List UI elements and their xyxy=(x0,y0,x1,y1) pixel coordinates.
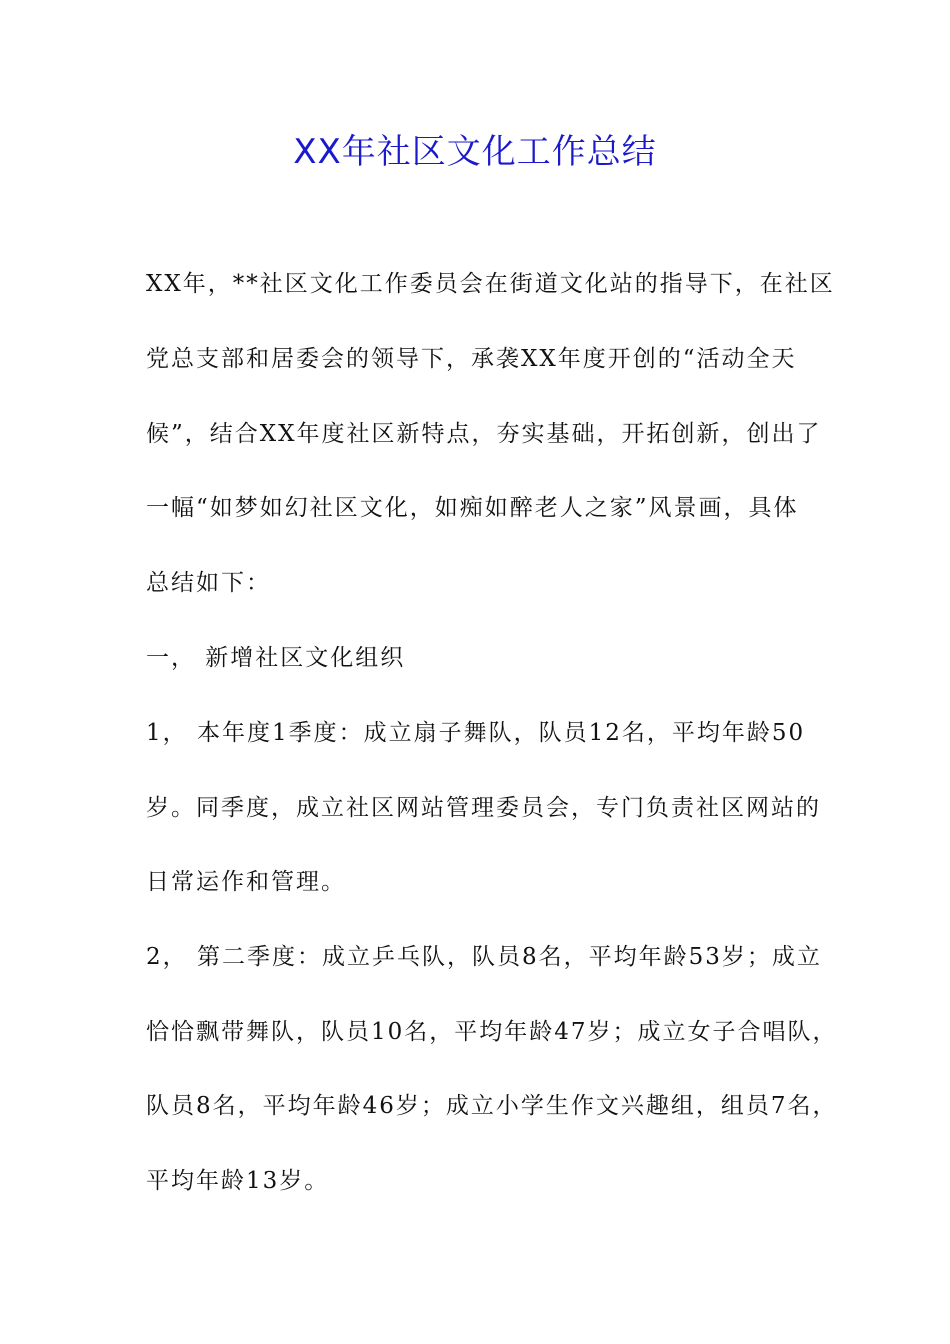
section-heading: 一， 新增社区文化组织 xyxy=(146,645,406,671)
paragraph-line: 候”，结合XX年度社区新特点，夯实基础，开拓创新，创出了 xyxy=(146,421,822,447)
list-item-line: 平均年龄13岁。 xyxy=(146,1168,330,1194)
document-title: XX年社区文化工作总结 xyxy=(293,132,657,172)
paragraph-line: 总结如下： xyxy=(146,570,271,596)
list-item-line: 日常运作和管理。 xyxy=(146,869,346,895)
list-item-line: 恰恰飘带舞队，队员10名，平均年龄47岁；成立女子合唱队， xyxy=(146,1019,838,1045)
paragraph-line: 一幅“如梦如幻社区文化，如痴如醉老人之家”风景画，具体 xyxy=(146,495,799,521)
list-item-line: 2， 第二季度：成立乒乓队，队员8名，平均年龄53岁；成立 xyxy=(146,944,822,970)
paragraph-line: XX年，**社区文化工作委员会在街道文化站的指导下，在社区 xyxy=(146,271,835,297)
paragraph-line: 党总支部和居委会的领导下，承袭XX年度开创的“活动全天 xyxy=(146,346,797,372)
list-item-line: 岁。同季度，成立社区网站管理委员会，专门负责社区网站的 xyxy=(146,795,821,821)
list-item-line: 队员8名，平均年龄46岁；成立小学生作文兴趣组，组员7名， xyxy=(146,1093,838,1119)
list-item-line: 1， 本年度1季度：成立扇子舞队，队员12名，平均年龄50 xyxy=(146,720,806,746)
